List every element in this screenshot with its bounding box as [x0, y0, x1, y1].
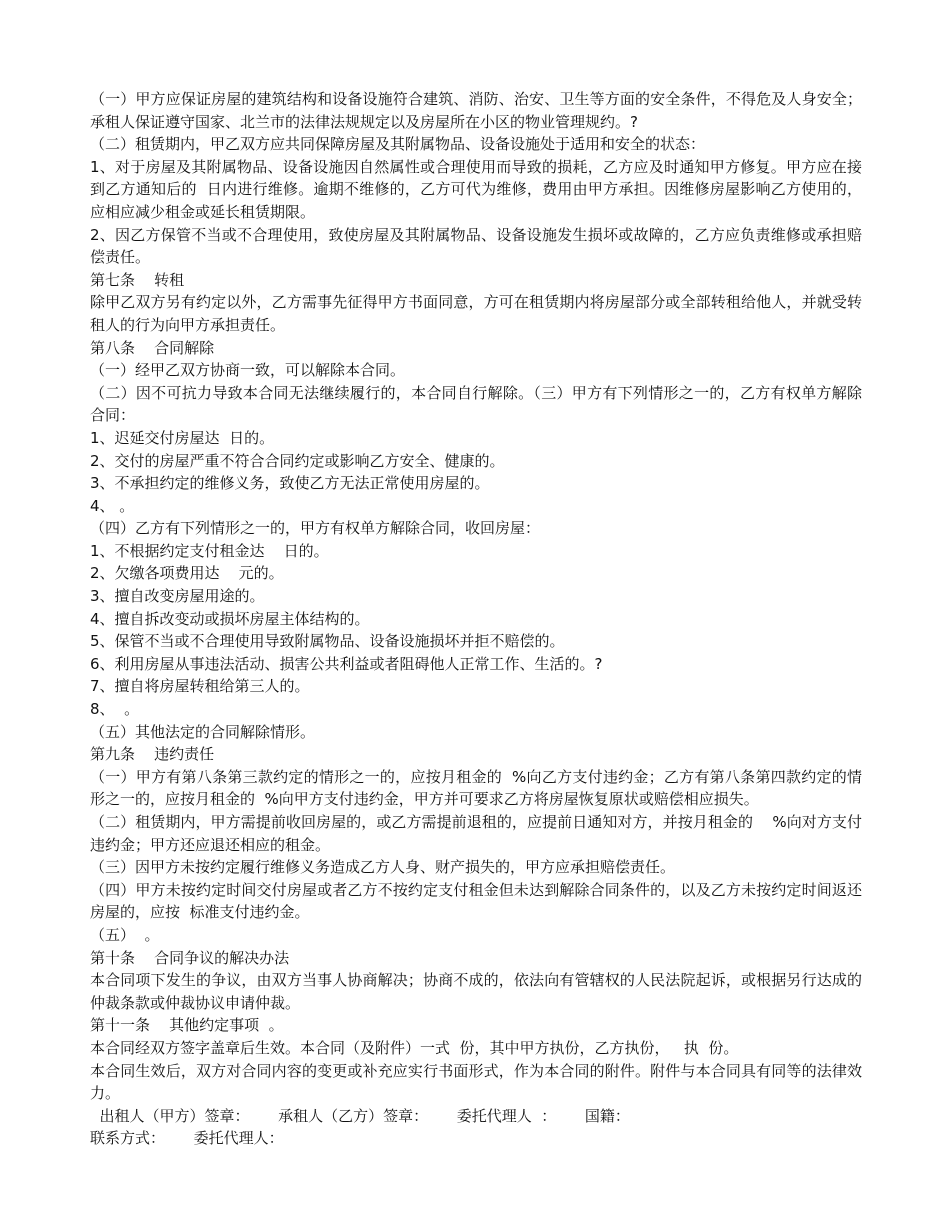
paragraph-clause-1: （一）甲方应保证房屋的建筑结构和设备设施符合建筑、消防、治安、卫生等方面的安全条件，不得危及人身安全；承租人保证遵守国家、北兰市的法律法规规定以及房屋所在小区的物业管理规约。?	[90, 90, 862, 131]
heading-article-7: 第七条 转租	[90, 270, 185, 289]
list-item: 7、擅自将房屋转租给第三人的。	[90, 677, 310, 696]
list-item: 1、迟延交付房屋达 日的。	[90, 428, 275, 447]
paragraph-termination-5: （五）其他法定的合同解除情形。	[90, 722, 316, 741]
list-item: 2、交付的房屋严重不符合合同约定或影响乙方安全、健康的。	[90, 451, 505, 470]
paragraph-dispute: 本合同项下发生的争议，由双方当事人协商解决；协商不成的，依法向有管辖权的人民法院起诉，或根据另行达成的仲裁条款或仲裁协议申请仲裁。	[90, 971, 862, 1012]
paragraph-sublease: 除甲乙双方另有约定以外，乙方需事先征得甲方书面同意，方可在租赁期内将房屋部分或全部转租给他人，并就受转租人的行为向甲方承担责任。	[90, 293, 862, 334]
contact-line: 联系方式： 委托代理人：	[90, 1129, 284, 1148]
heading-article-10: 第十条 合同争议的解决办法	[90, 948, 290, 967]
paragraph-termination-2: （二）因不可抗力导致本合同无法继续履行的，本合同自行解除。（三）甲方有下列情形之一的，乙方有权单方解除合同：	[90, 383, 862, 425]
list-item: 2、欠缴各项费用达 元的。	[90, 564, 284, 583]
list-item: 4、擅自拆改变动或损坏房屋主体结构的。	[90, 609, 370, 628]
paragraph-termination-4: （四）乙方有下列情形之一的，甲方有权单方解除合同，收回房屋：	[90, 519, 541, 538]
heading-article-8: 第八条 合同解除	[90, 338, 215, 357]
list-item: 4、 。	[90, 496, 135, 515]
paragraph-amendment: 本合同生效后，双方对合同内容的变更或补充应实行书面形式，作为本合同的附件。附件与本合同具有同等的法律效力。	[90, 1061, 862, 1103]
paragraph-termination-1: （一）经甲乙双方协商一致，可以解除本合同。	[90, 361, 406, 380]
list-item: 5、保管不当或不合理使用导致附属物品、设备设施损坏并拒不赔偿的。	[90, 632, 565, 651]
heading-article-9: 第九条 违约责任	[90, 745, 215, 764]
list-item: 8、 。	[90, 700, 140, 719]
paragraph-liability-3: （三）因甲方未按约定履行维修义务造成乙方人身、财产损失的，甲方应承担赔偿责任。	[90, 858, 676, 877]
paragraph-clause-2: （二）租赁期内，甲乙双方应共同保障房屋及其附属物品、设备设施处于适用和安全的状态：	[90, 135, 706, 154]
paragraph-liability-2: （二）租赁期内，甲方需提前收回房屋的，或乙方需提前退租的，应提前日通知对方，并按月租金的 %向对方支付违约金；甲方还应退还相应的租金。	[90, 813, 862, 854]
heading-article-11: 第十一条 其他约定事项 。	[90, 1016, 284, 1035]
paragraph-liability-1: （一）甲方有第八条第三款约定的情形之一的，应按月租金的 %向乙方支付违约金；乙方有第八条第四款约定的情形之一的，应按月租金的 %向甲方支付违约金，甲方并可要求乙方将房屋恢复原状或赔偿相应损失。	[90, 767, 862, 809]
paragraph-liability-4: （四）甲方未按约定时间交付房屋或者乙方不按约定支付租金但未达到解除合同条件的，以及乙方未按约定时间返还房屋的，应按 标准支付违约金。	[90, 880, 862, 922]
list-item: 3、不承担约定的维修义务，致使乙方无法正常使用房屋的。	[90, 474, 490, 493]
document-page	[90, 88, 862, 1150]
paragraph-repair-2: 2、因乙方保管不当或不合理使用，致使房屋及其附属物品、设备设施发生损坏或故障的，乙方应负责维修或承担赔偿责任。	[90, 225, 862, 267]
list-item: 6、利用房屋从事违法活动、损害公共利益或者阻碍他人正常工作、生活的。?	[90, 654, 603, 673]
list-item: 1、不根据约定支付租金达 日的。	[90, 541, 329, 560]
paragraph-effect: 本合同经双方签字盖章后生效。本合同（及附件）一式 份，其中甲方执份，乙方执份， 执 份。	[90, 1038, 739, 1057]
list-item: 3、擅自改变房屋用途的。	[90, 587, 265, 606]
paragraph-liability-5: （五） 。	[90, 925, 160, 944]
signature-line: 出租人（甲方）签章： 承租人（乙方）签章： 委托代理人 ： 国籍：	[90, 1106, 630, 1125]
paragraph-repair-1: 1、对于房屋及其附属物品、设备设施因自然属性或合理使用而导致的损耗，乙方应及时通知甲方修复。甲方应在接到乙方通知后的 日内进行维修。逾期不维修的，乙方可代为维修，费用由甲方承担。因维修房屋影响乙方使用的，应相应减少租金或延长租赁期限。	[90, 157, 862, 221]
